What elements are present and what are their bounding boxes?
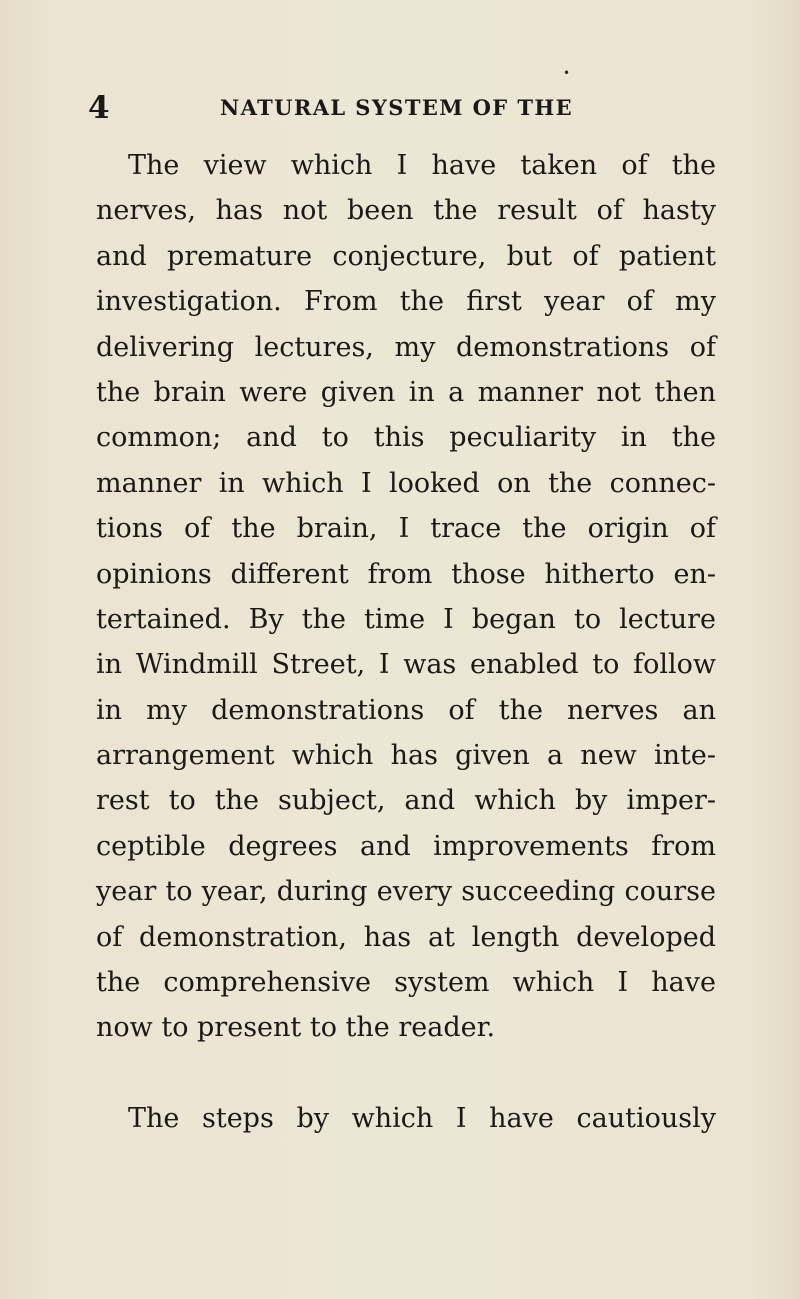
ink-speck: • xyxy=(563,66,571,80)
text-line: The steps by which I have cautiously xyxy=(128,1103,716,1135)
text-line: in Windmill Street, I was enabled to follow xyxy=(96,649,716,681)
text-line: ceptible degrees and improvements from xyxy=(96,830,716,862)
text-line: nerves, has not been the result of hasty xyxy=(96,195,716,227)
text-line: arrangement which has given a new inte- xyxy=(96,740,716,772)
text-line: and premature conjecture, but of patient xyxy=(96,240,716,272)
running-head: NATURAL SYSTEM OF THE xyxy=(220,95,574,120)
text-line: in my demonstrations of the nerves an xyxy=(96,694,716,726)
text-line: now to present to the reader. xyxy=(96,1012,496,1044)
text-line: investigation. From the first year of my xyxy=(96,286,716,318)
text-line: common; and to this peculiarity in the xyxy=(96,422,716,454)
text-line: tertained. By the time I began to lecture xyxy=(96,603,716,635)
text-line: the comprehensive system which I have xyxy=(96,967,716,999)
text-line: of demonstration, has at length developed xyxy=(96,921,716,953)
text-line: The view which I have taken of the xyxy=(128,150,716,181)
paragraph-gap xyxy=(96,1051,716,1096)
page-header xyxy=(88,88,708,128)
paragraph xyxy=(96,143,716,1051)
text-line: rest to the subject, and which by imper- xyxy=(96,785,716,817)
page-number: 4 xyxy=(88,90,110,126)
text-line: delivering lectures, my demonstrations of xyxy=(96,331,716,363)
text-line: manner in which I looked on the connec- xyxy=(96,467,716,499)
text-line: year to year, during every succeeding course xyxy=(96,876,716,908)
text-line: the brain were given in a manner not then xyxy=(96,376,716,408)
text-line: opinions different from those hitherto en- xyxy=(96,558,716,590)
paragraph xyxy=(96,1096,716,1141)
text-line: tions of the brain, I trace the origin of xyxy=(96,513,716,545)
body-text xyxy=(96,143,716,1142)
